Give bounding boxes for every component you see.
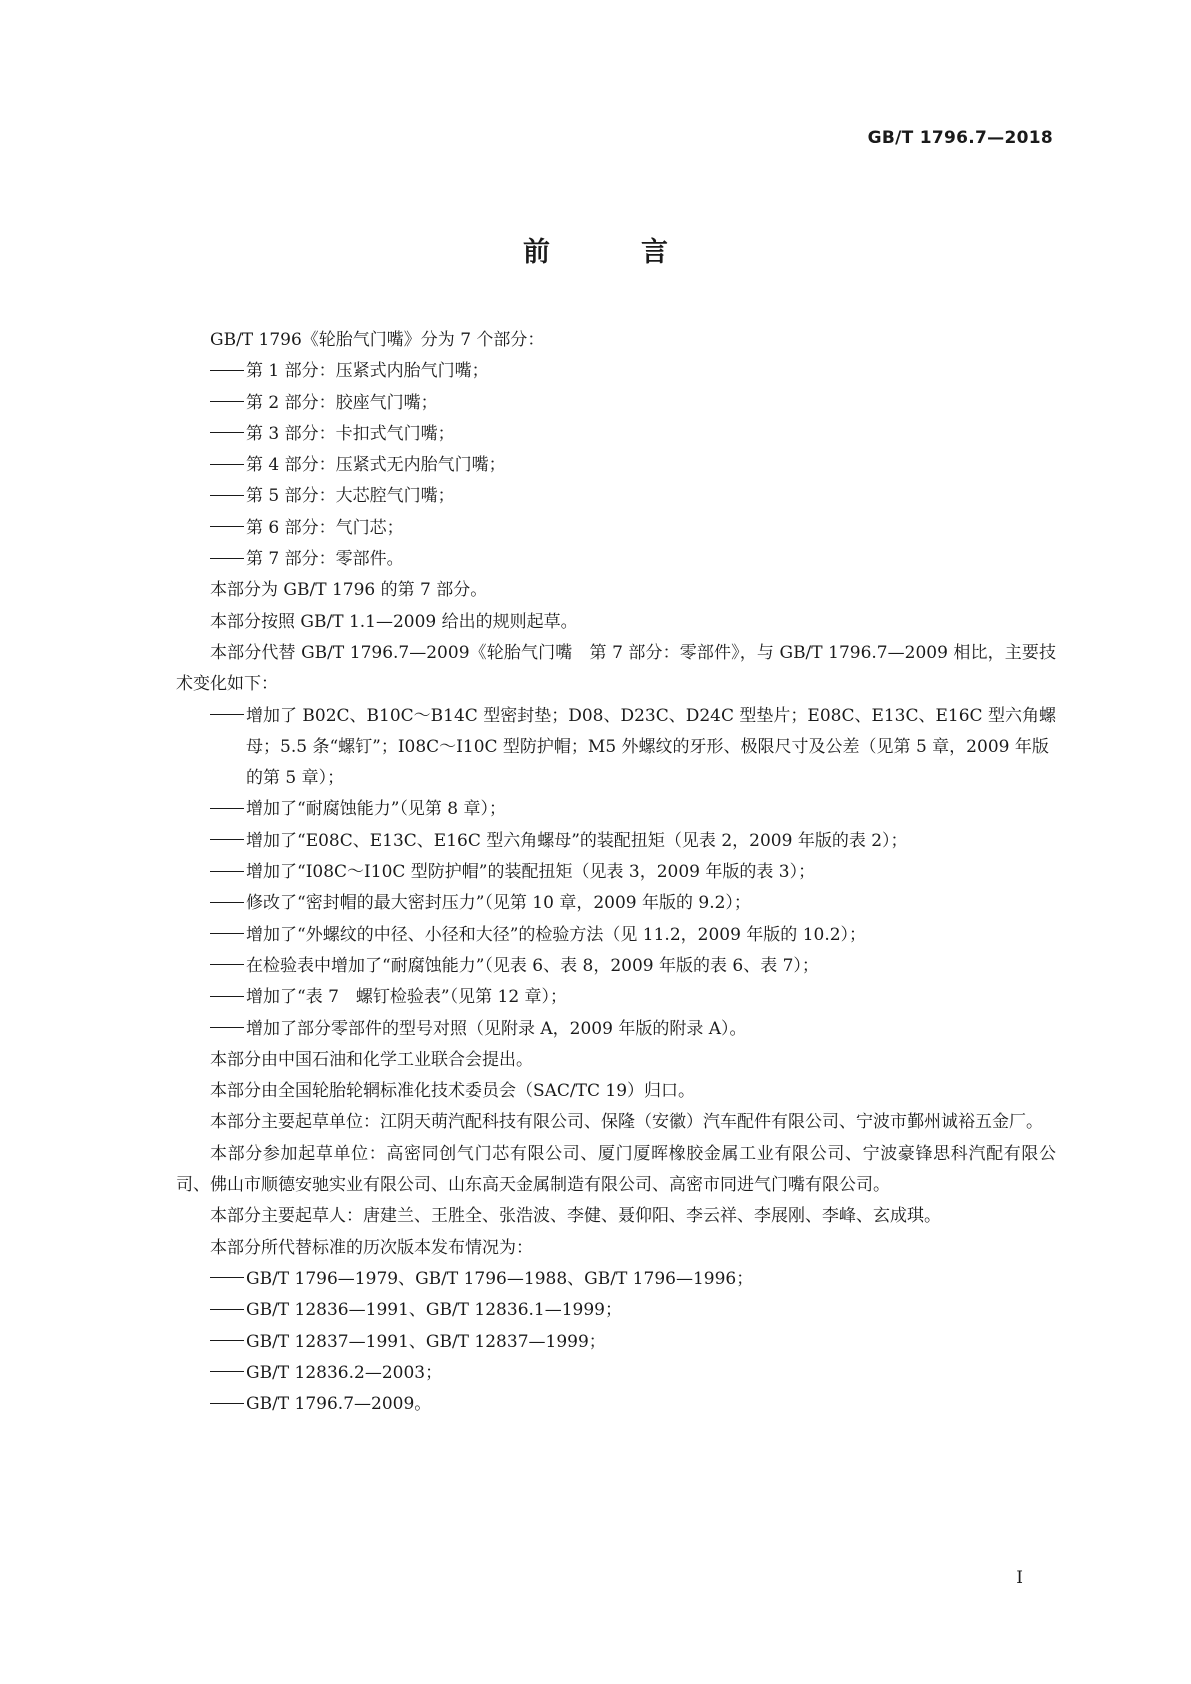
paragraph-text: 增加了“I08C～I10C 型防护帽”的装配扭矩（见表 3，2009 年版的表 3）；	[246, 862, 816, 883]
paragraph-text: 增加了“耐腐蚀能力”（见第 8 章）；	[246, 799, 507, 820]
list-item	[176, 1389, 1056, 1420]
list-item	[176, 450, 1056, 481]
paragraph-text: GB/T 1796—1979、GB/T 1796—1988、GB/T 1796—1996；	[246, 1268, 754, 1289]
paragraph-text: GB/T 1796.7—2009。	[246, 1394, 432, 1415]
paragraph-text: GB/T 1796《轮胎气门嘴》分为 7 个部分：	[210, 330, 545, 350]
standard-number: GB/T 1796.7—2018	[867, 128, 1053, 148]
paragraph	[176, 1139, 1056, 1202]
paragraph-text: 本部分主要起草人：唐建兰、王胜全、张浩波、李健、聂仰阳、李云祥、李展刚、李峰、玄成琪。	[210, 1206, 941, 1227]
list-item	[176, 701, 1056, 795]
paragraph-text: 增加了“E08C、E13C、E16C 型六角螺母”的装配扭矩（见表 2，2009 年版的表 2）；	[246, 830, 908, 851]
paragraph-text: 第 1 部分：压紧式内胎气门嘴；	[246, 361, 489, 382]
list-item	[176, 826, 1056, 857]
dash-marker	[210, 450, 246, 481]
list-item	[176, 481, 1056, 512]
page-title: 前 言	[523, 237, 700, 268]
paragraph-text: 在检验表中增加了“耐腐蚀能力”（见表 6、表 8，2009 年版的表 6、表 7）；	[246, 955, 819, 976]
paragraph-text: 第 5 部分：大芯腔气门嘴；	[246, 486, 455, 507]
dash-marker	[210, 1295, 246, 1326]
paragraph-text: GB/T 12836—1991、GB/T 12836.1—1999；	[246, 1300, 622, 1321]
list-item	[176, 1358, 1056, 1389]
paragraph-text: 本部分参加起草单位：高密同创气门芯有限公司、厦门厦晖橡胶金属工业有限公司、宁波豪锋思科汽配有限公司、佛山市顺德安驰实业有限公司、山东高天金属制造有限公司、高密市同进气门嘴有限公司。	[176, 1143, 1056, 1196]
paragraph-text: 本部分主要起草单位：江阴天萌汽配科技有限公司、保隆（安徽）汽车配件有限公司、宁波市鄞州诚裕五金厂。	[210, 1112, 1043, 1133]
dash-marker	[210, 826, 246, 857]
paragraph-text: 第 3 部分：卡扣式气门嘴；	[246, 423, 455, 444]
paragraph-text: 第 6 部分：气门芯；	[246, 517, 404, 538]
list-item	[176, 513, 1056, 544]
dash-marker	[210, 982, 246, 1013]
dash-marker	[210, 481, 246, 512]
paragraph-text: 第 2 部分：胶座气门嘴；	[246, 392, 438, 413]
paragraph-text: 增加了部分零部件的型号对照（见附录 A，2009 年版的附录 A）。	[246, 1018, 747, 1039]
paragraph-text: 第 7 部分：零部件。	[246, 549, 404, 570]
list-item	[176, 857, 1056, 888]
dash-marker	[210, 419, 246, 450]
paragraph	[176, 1201, 1056, 1232]
paragraph	[176, 638, 1056, 701]
list-item	[176, 544, 1056, 575]
paragraph	[176, 1107, 1056, 1138]
paragraph-text: 本部分所代替标准的历次版本发布情况为：	[210, 1237, 533, 1258]
dash-marker	[210, 513, 246, 544]
dash-marker	[210, 388, 246, 419]
list-item	[176, 1295, 1056, 1326]
list-item	[176, 982, 1056, 1013]
paragraph-text: 第 4 部分：压紧式无内胎气门嘴；	[246, 455, 506, 476]
paragraph	[176, 325, 1056, 356]
list-item	[176, 951, 1056, 982]
dash-marker	[210, 701, 246, 732]
dash-marker	[210, 888, 246, 919]
paragraph-text: 本部分代替 GB/T 1796.7—2009《轮胎气门嘴 第 7 部分：零部件》，与 GB/T 1796.7—2009 相比，主要技术变化如下：	[176, 642, 1056, 695]
paragraph	[176, 1045, 1056, 1076]
dash-marker	[210, 1014, 246, 1045]
paragraph-text: 本部分由全国轮胎轮辋标准化技术委员会（SAC/TC 19）归口。	[210, 1081, 696, 1102]
paragraph-text: GB/T 12836.2—2003；	[246, 1362, 443, 1383]
dash-marker	[210, 951, 246, 982]
document-body	[176, 325, 1056, 1420]
paragraph-text: 修改了“密封帽的最大密封压力”（见第 10 章，2009 年版的 9.2）；	[246, 893, 751, 914]
list-item	[176, 356, 1056, 387]
dash-marker	[210, 1264, 246, 1295]
paragraph-text: 增加了“表 7 螺钉检验表”（见第 12 章）；	[246, 987, 568, 1008]
paragraph-text: 本部分为 GB/T 1796 的第 7 部分。	[210, 580, 488, 601]
dash-marker	[210, 920, 246, 951]
list-item	[176, 1327, 1056, 1358]
list-item	[176, 888, 1056, 919]
dash-marker	[210, 794, 246, 825]
dash-marker	[210, 544, 246, 575]
dash-marker	[210, 356, 246, 387]
paragraph-text: 本部分按照 GB/T 1.1—2009 给出的规则起草。	[210, 611, 578, 632]
paragraph	[176, 1233, 1056, 1264]
paragraph-text: 增加了“外螺纹的中径、小径和大径”的检验方法（见 11.2，2009 年版的 10.2）；	[246, 924, 867, 945]
dash-marker	[210, 857, 246, 888]
paragraph-text: 本部分由中国石油和化学工业联合会提出。	[210, 1049, 533, 1070]
list-item	[176, 1264, 1056, 1295]
dash-marker	[210, 1358, 246, 1389]
list-item	[176, 920, 1056, 951]
paragraph-text: 增加了 B02C、B10C～B14C 型密封垫；D08、D23C、D24C 型垫片；E08C、E13C、E16C 型六角螺母；5.5 条“螺钉”；I08C～I10C 型防护帽；M5 外螺纹的牙形、极限尺寸及公差（见第 5 章，2009 年版的第 5 章）；	[246, 705, 1056, 789]
page-number: I	[1016, 1568, 1023, 1588]
paragraph-text: GB/T 12837—1991、GB/T 12837—1999；	[246, 1331, 606, 1352]
dash-marker	[210, 1327, 246, 1358]
paragraph	[176, 1076, 1056, 1107]
list-item	[176, 794, 1056, 825]
paragraph	[176, 575, 1056, 606]
list-item	[176, 419, 1056, 450]
dash-marker	[210, 1389, 246, 1420]
list-item	[176, 388, 1056, 419]
list-item	[176, 1014, 1056, 1045]
paragraph	[176, 607, 1056, 638]
